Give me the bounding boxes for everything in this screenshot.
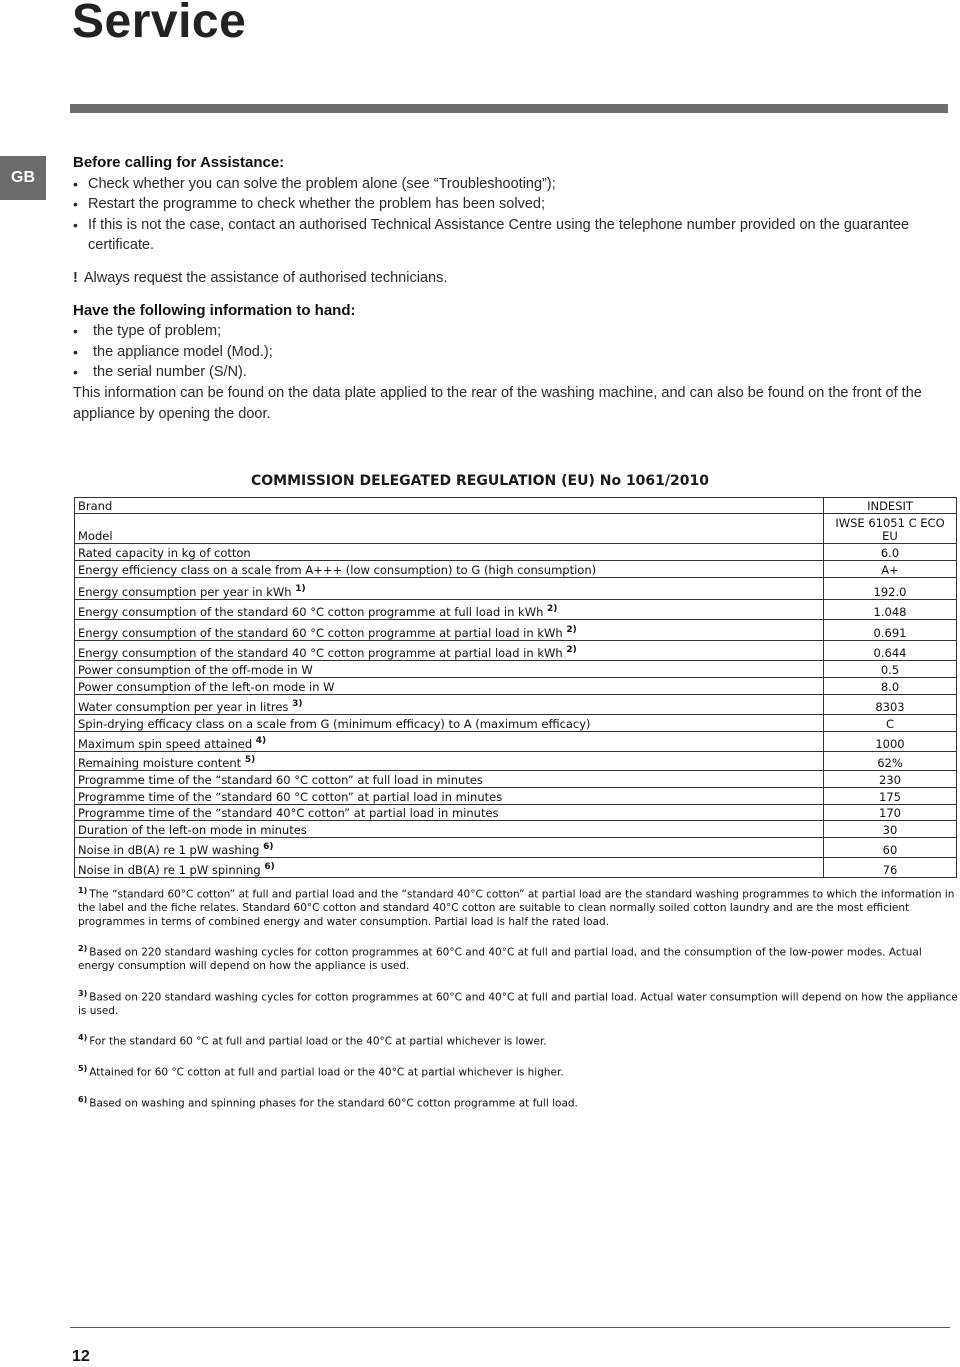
list-item: • the serial number (S/N). (73, 362, 933, 383)
value-cell: IWSE 61051 C ECO EU (824, 514, 957, 544)
parameter-cell (75, 561, 824, 578)
footnote-mark: 2) (78, 944, 88, 953)
value-cell: 76 (824, 858, 957, 878)
value-cell: 192.0 (824, 578, 957, 600)
footnote-mark: 3) (78, 988, 88, 998)
footnote (78, 987, 958, 1019)
footnote-ref: 1) (295, 584, 306, 595)
table-row (75, 498, 957, 514)
footnote (78, 884, 958, 929)
footnote-text: The “standard 60°C cotton” at full and partial load and the “standard 40°C cotton” at partial load are the standard washing programmes to which the information in the label and the fiche relates. Standard 60°C cotton and standard 40°C cotton are suitable to clean normally soiled cotton laundry and are the most efficient programmes in terms of combined energy and water consumption. Partial load is half the rated load. (78, 888, 955, 928)
parameter-label: Power consumption of the off-mode in W (78, 663, 313, 677)
parameter-cell (75, 620, 824, 641)
value-cell: C (824, 715, 957, 732)
footnote-mark: 4) (78, 1033, 88, 1042)
footnotes (78, 884, 958, 1124)
parameter-cell (75, 858, 824, 878)
parameter-label: Energy consumption of the standard 40 °C cotton programme at partial load in kWh (78, 646, 563, 660)
footnote-text: Attained for 60 °C cotton at full and partial load or the 40°C at partial whichever is higher. (89, 1066, 564, 1079)
info-list (73, 321, 933, 383)
parameter-label: Remaining moisture content (78, 756, 242, 770)
parameter-cell (75, 661, 824, 678)
parameter-cell (75, 678, 824, 695)
parameter-label: Noise in dB(A) re 1 pW washing (78, 843, 260, 857)
parameter-label: Energy consumption of the standard 60 °C cotton programme at partial load in kWh (78, 626, 563, 640)
table-row (75, 678, 957, 695)
value-cell: 0.691 (824, 620, 957, 641)
parameter-cell (75, 805, 824, 821)
table-row (75, 858, 957, 878)
regulation-table (74, 497, 957, 878)
value-cell: 8.0 (824, 678, 957, 695)
header-rule (70, 104, 948, 113)
footnote (78, 1093, 958, 1111)
service-instructions (73, 153, 933, 424)
parameter-cell (75, 514, 824, 544)
table-row (75, 561, 957, 578)
footnote-text: Based on 220 standard washing cycles for cotton programmes at 60°C and 40°C at full and partial load, and the consumption of the low-power modes. Actual energy consumption will depend on how the appliance is used. (78, 946, 922, 972)
info-section (73, 301, 933, 425)
table-row (75, 600, 957, 620)
value-cell: INDESIT (824, 498, 957, 514)
parameter-label: Energy efficiency class on a scale from A+++ (low consumption) to G (high consumption) (78, 563, 597, 577)
warning-note (73, 268, 933, 289)
footnote-ref: 6) (264, 862, 275, 873)
value-cell: 1.048 (824, 600, 957, 620)
parameter-label: Energy consumption per year in kWh (78, 585, 292, 599)
footnote-mark: 1) (78, 886, 88, 895)
parameter-label: Maximum spin speed attained (78, 737, 253, 751)
info-heading: Have the following information to hand: (73, 301, 356, 319)
warning-text: Always request the assistance of authorised technicians. (83, 269, 448, 286)
parameter-cell (75, 715, 824, 732)
footnote-text: Based on 220 standard washing cycles for cotton programmes at 60°C and 40°C at full and partial load. Actual water consumption will depend on how the appliance is used. (78, 991, 958, 1017)
parameter-label: Model (78, 529, 113, 543)
value-cell: 60 (824, 838, 957, 858)
parameter-cell (75, 544, 824, 561)
table-row (75, 788, 957, 805)
footnote-ref: 2) (566, 645, 577, 656)
list-item: • the appliance model (Mod.); (73, 342, 933, 363)
parameter-cell (75, 821, 824, 838)
parameter-label: Brand (78, 499, 113, 513)
parameter-label: Programme time of the “standard 60 °C cotton” at partial load in minutes (78, 790, 503, 804)
value-cell: 230 (824, 771, 957, 788)
table-row (75, 771, 957, 788)
parameter-label: Power consumption of the left-on mode in W (78, 680, 335, 694)
value-cell: 170 (824, 805, 957, 821)
footnote-text: For the standard 60 °C at full and partial load or the 40°C at partial whichever is lower. (89, 1035, 547, 1048)
parameter-label: Duration of the left-on mode in minutes (78, 823, 307, 837)
assistance-list (73, 174, 933, 256)
parameter-label: Energy consumption of the standard 60 °C cotton programme at full load in kWh (78, 605, 544, 619)
table-row (75, 752, 957, 771)
value-cell: 0.5 (824, 661, 957, 678)
value-cell: 30 (824, 821, 957, 838)
parameter-cell (75, 498, 824, 514)
parameter-label: Water consumption per year in litres (78, 700, 289, 714)
value-cell: 8303 (824, 695, 957, 715)
footnote (78, 1031, 958, 1049)
footnote-ref: 2) (547, 604, 558, 615)
regulation-title: COMMISSION DELEGATED REGULATION (EU) No 1061/2010 (251, 473, 709, 489)
parameter-cell (75, 771, 824, 788)
table-row (75, 695, 957, 715)
table-row (75, 821, 957, 838)
page-number: 12 (72, 1348, 90, 1365)
table-row (75, 661, 957, 678)
table-row (75, 514, 957, 544)
parameter-label: Spin-drying efficacy class on a scale from G (minimum efficacy) to A (maximum efficacy) (78, 717, 591, 731)
language-tab: GB (0, 156, 46, 200)
parameter-cell (75, 838, 824, 858)
page-title: Service (72, 0, 247, 48)
info-paragraph: This information can be found on the data plate applied to the rear of the washing machine, and can also be found on the front of the appliance by opening the door. (73, 384, 922, 422)
parameter-label: Programme time of the “standard 40°C cotton” at partial load in minutes (78, 806, 499, 820)
table-row (75, 732, 957, 752)
value-cell: 175 (824, 788, 957, 805)
value-cell: A+ (824, 561, 957, 578)
parameter-label: Programme time of the “standard 60 °C cotton” at full load in minutes (78, 773, 483, 787)
table-row (75, 620, 957, 641)
footnote (78, 1062, 958, 1080)
table-row (75, 805, 957, 821)
parameter-cell (75, 641, 824, 661)
table-row (75, 641, 957, 661)
footnote-ref: 2) (566, 625, 577, 636)
table-row (75, 544, 957, 561)
list-item: • If this is not the case, contact an authorised Technical Assistance Centre using the telephone number provided on the guarantee certificate. (73, 215, 933, 256)
parameter-label: Noise in dB(A) re 1 pW spinning (78, 863, 261, 877)
parameter-cell (75, 732, 824, 752)
footnote-ref: 4) (255, 736, 267, 747)
value-cell: 6.0 (824, 544, 957, 561)
parameter-cell (75, 695, 824, 715)
footnote-ref: 5) (244, 755, 256, 766)
parameter-cell (75, 600, 824, 620)
footnote-text: Based on washing and spinning phases for the standard 60°C cotton programme at full load. (89, 1097, 578, 1110)
value-cell: 0.644 (824, 641, 957, 661)
warning-mark: ! (73, 269, 78, 286)
value-cell: 62% (824, 752, 957, 771)
assistance-heading: Before calling for Assistance: (73, 154, 285, 171)
parameter-cell (75, 578, 824, 600)
table-row (75, 715, 957, 732)
footer-rule (70, 1327, 950, 1328)
footnote-mark: 6) (78, 1095, 88, 1104)
parameter-cell (75, 752, 824, 771)
footnote (78, 942, 958, 974)
footnote-ref: 6) (263, 842, 274, 853)
list-item: • Check whether you can solve the problem alone (see “Troubleshooting”); (73, 174, 933, 195)
table-row (75, 838, 957, 858)
list-item: • the type of problem; (73, 321, 933, 342)
value-cell: 1000 (824, 732, 957, 752)
list-item: • Restart the programme to check whether the problem has been solved; (73, 194, 933, 215)
table-row (75, 578, 957, 600)
footnote-ref: 3) (292, 699, 303, 710)
footnote-mark: 5) (78, 1064, 88, 1073)
parameter-cell (75, 788, 824, 805)
parameter-label: Rated capacity in kg of cotton (78, 546, 251, 560)
